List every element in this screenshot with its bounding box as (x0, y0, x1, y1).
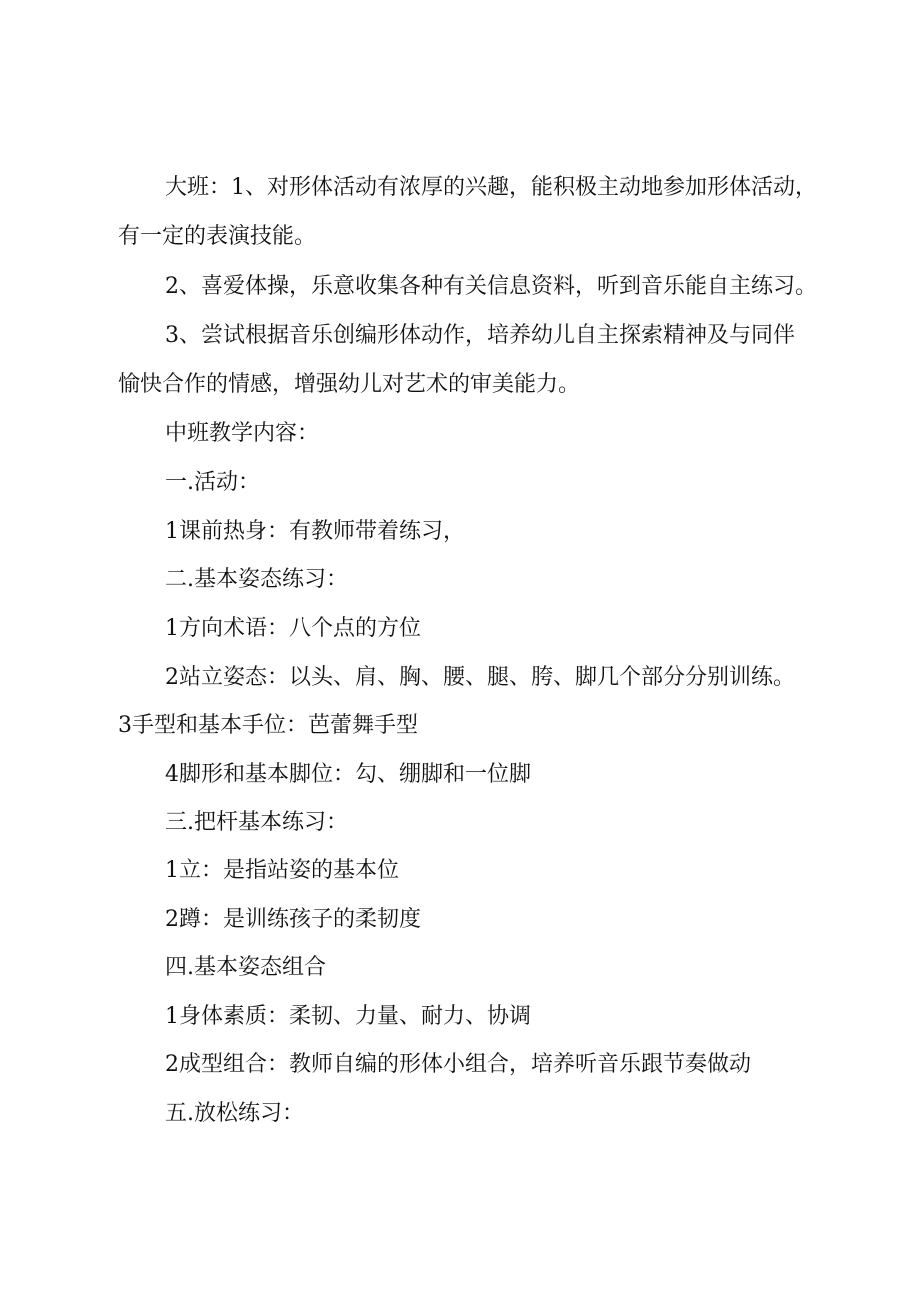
text-line: 2蹲：是训练孩子的柔韧度 (165, 907, 421, 932)
text-line: 1身体素质：柔韧、力量、耐力、协调 (165, 1004, 531, 1029)
text-line: 1立：是指站姿的基本位 (165, 858, 399, 883)
subsection-heading: 二.基本姿态练习： (165, 567, 348, 592)
text-line: 4脚形和基本脚位：勾、绷脚和一位脚 (165, 762, 531, 787)
text-line: 1课前热身：有教师带着练习， (165, 519, 465, 544)
text-line: 3手型和基本手位：芭蕾舞手型 (118, 713, 418, 738)
text-line: 大班：1、对形体活动有浓厚的兴趣，能积极主动地参加形体活动， (165, 175, 817, 200)
text-line: 3、尝试根据音乐创编形体动作，培养幼儿自主探索精神及与同伴 (165, 323, 795, 348)
subsection-heading: 四.基本姿态组合 (165, 955, 326, 980)
text-line: 1方向术语：八个点的方位 (165, 616, 421, 641)
subsection-heading: 三.把杆基本练习： (165, 810, 348, 835)
text-line: 2、喜爱体操，乐意收集各种有关信息资料，听到音乐能自主练习。 (165, 274, 817, 299)
text-line: 愉快合作的情感，增强幼儿对艺术的审美能力。 (118, 372, 581, 397)
text-line: 有一定的表演技能。 (118, 224, 317, 249)
subsection-heading: 五.放松练习： (165, 1101, 304, 1126)
text-line: 2成型组合：教师自编的形体小组合，培养听音乐跟节奏做动 (165, 1052, 751, 1077)
subsection-heading: 一.活动： (165, 470, 260, 495)
text-line: 2站立姿态：以头、肩、胸、腰、腿、胯、脚几个部分分别训练。 (165, 665, 795, 690)
section-heading: 中班教学内容： (165, 421, 320, 446)
